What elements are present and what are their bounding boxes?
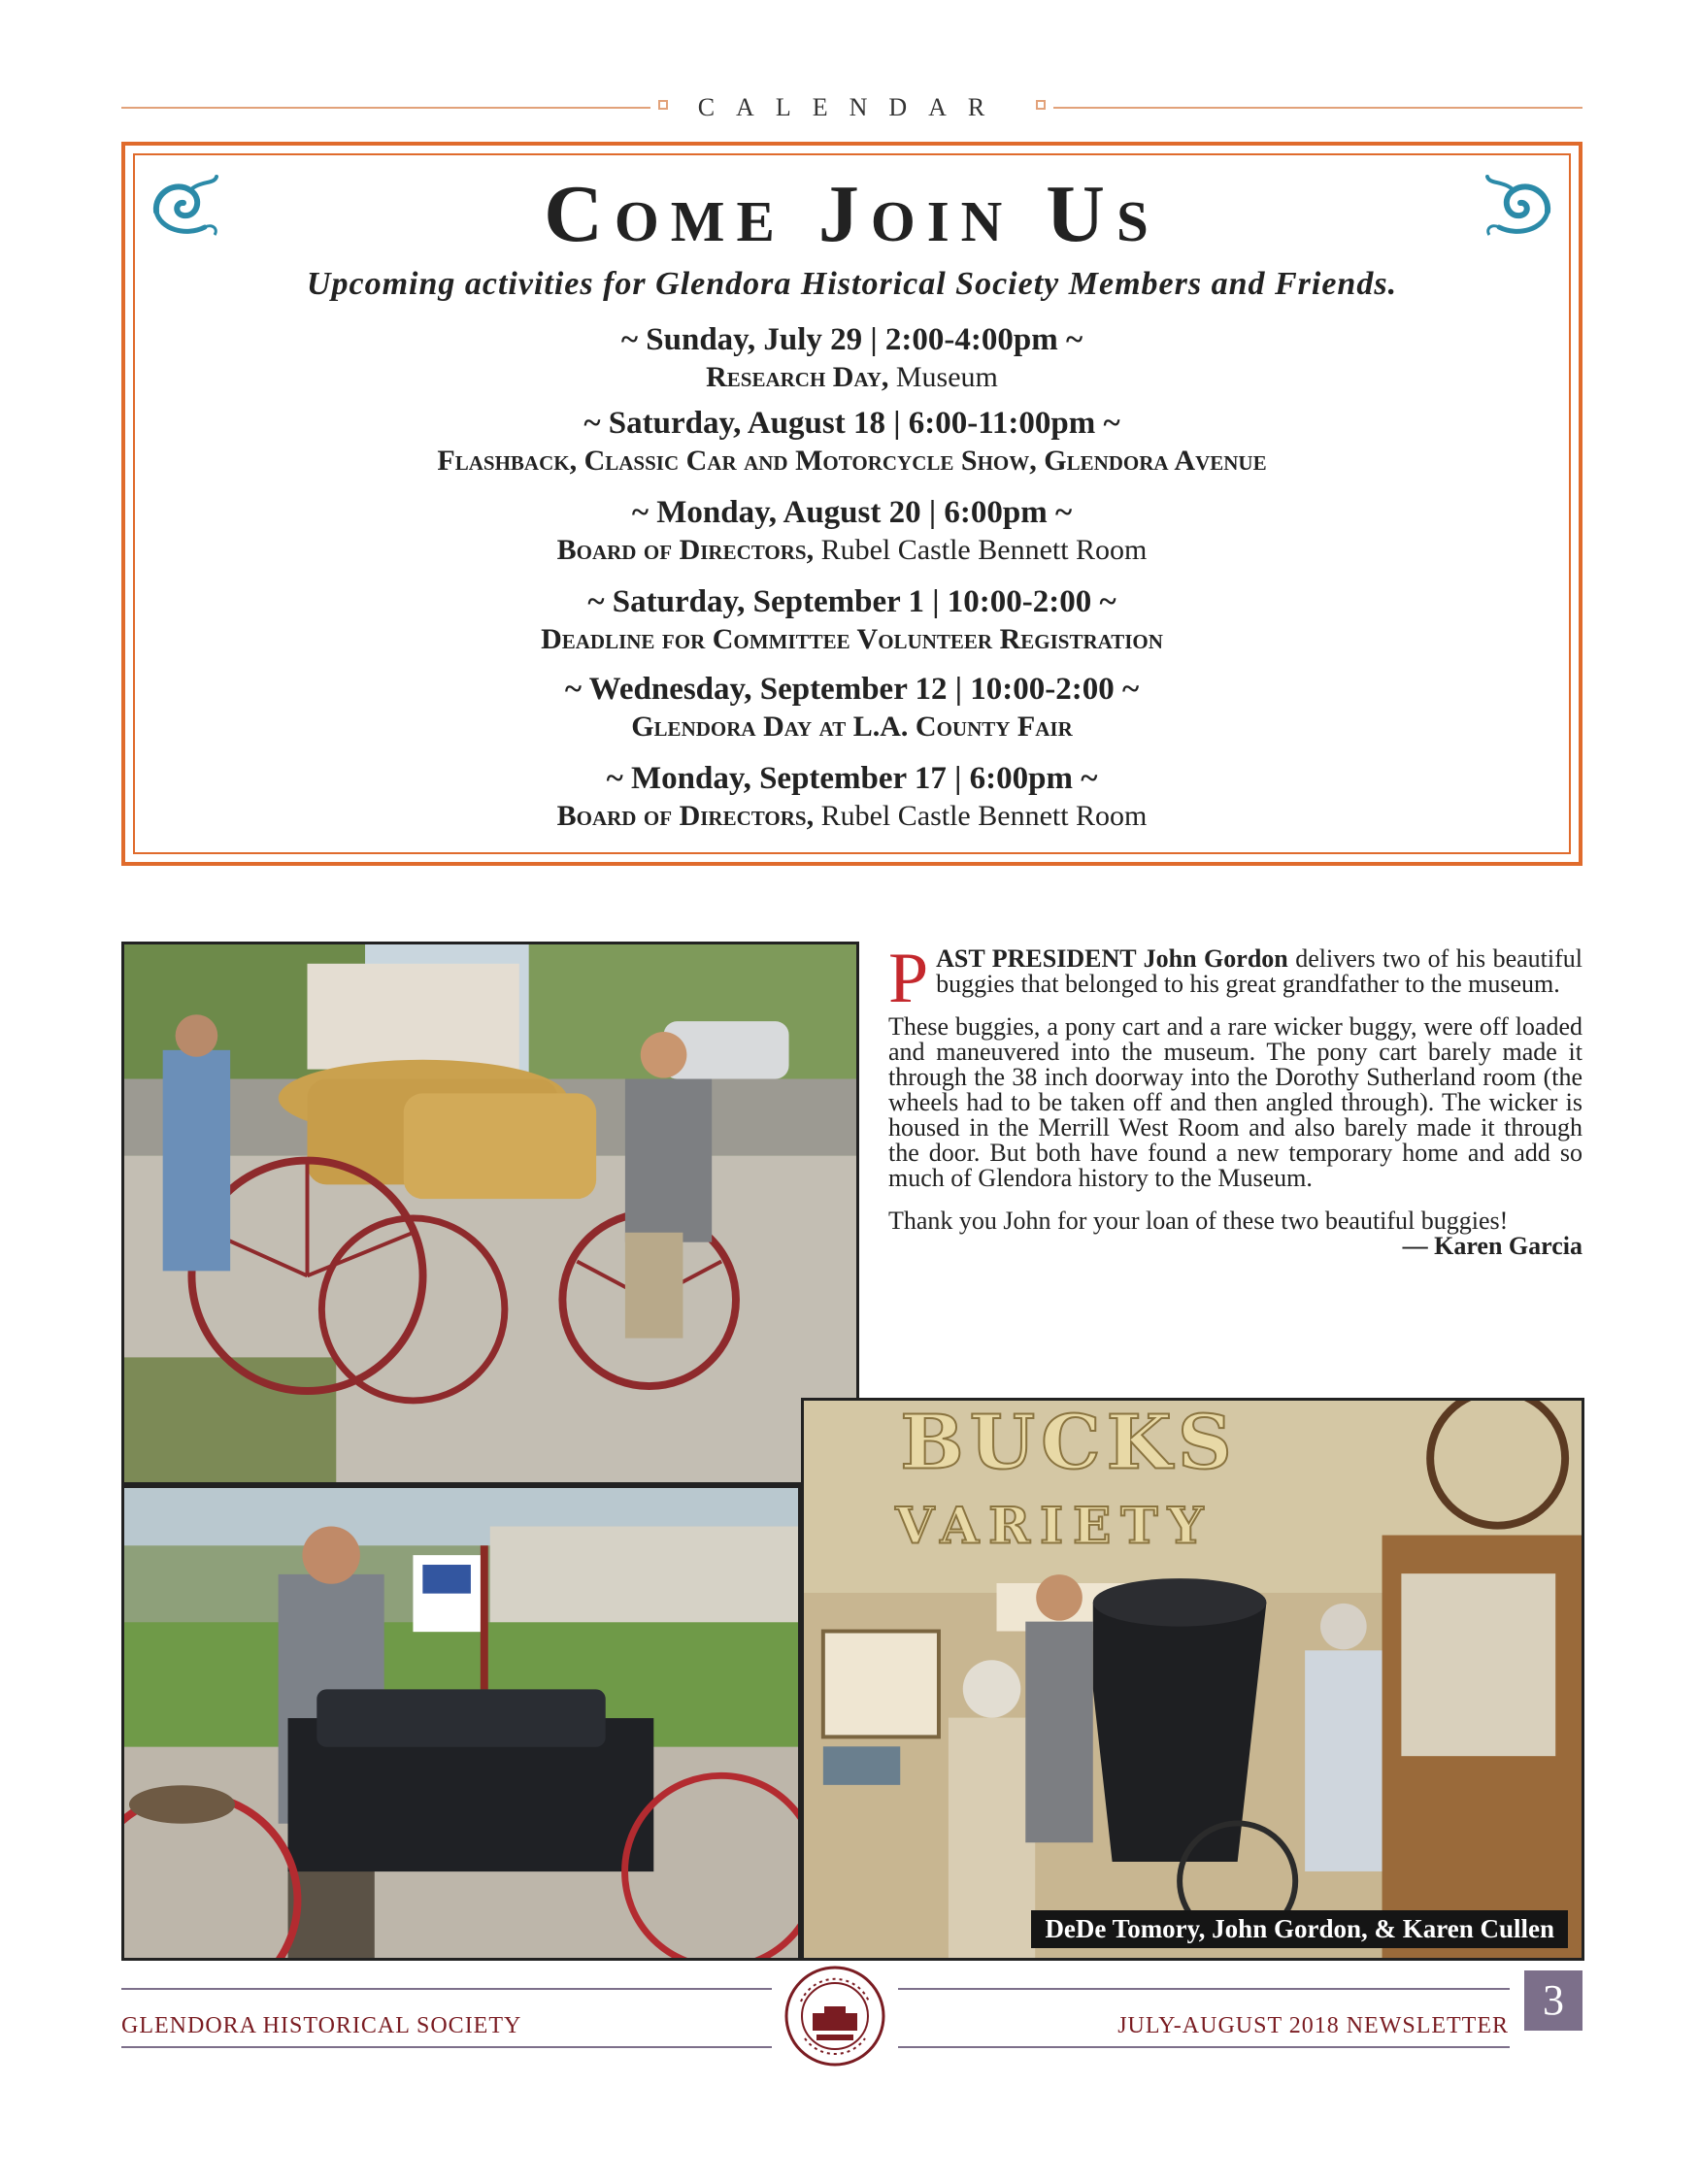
photo-pony-cart [121,1485,801,1961]
event-description [125,532,1579,569]
calendar-header [121,93,1582,122]
footer-society-name: GLENDORA HISTORICAL SOCIETY [121,2013,522,2038]
photo-pony-cart-image [124,1488,798,1958]
article-paragraph [888,939,1583,1018]
footer-rule-top-right [898,1988,1510,1990]
event-item [125,493,1579,569]
article-author: — Karen Garcia [1402,1232,1582,1260]
photo-wicker-buggy [121,942,859,1485]
event-box [121,142,1582,866]
event-date: ~ Saturday, August 18 | 6:00-11:00pm ~ [583,406,1120,441]
event-item [125,320,1579,396]
event-place: Museum [888,361,998,393]
event-name: Glendora Day at L.A. County Fair [631,711,1073,743]
event-place: Rubel Castle Bennett Room [814,534,1148,566]
header-rule-right [1053,107,1582,109]
event-description [125,621,1579,658]
article-closing-text: Thank you John for your loan of these two beautiful buggies! [888,1207,1509,1235]
article-paragraph [888,1207,1582,1260]
article-paragraph: These buggies, a pony cart and a rare wicker buggy, were off loaded and maneuvered into the museum. The pony cart barely made it through the 38 inch doorway into the Dorothy Sutherland room (the wheels had to be taken off and then angled through). The wicker is housed in the Merrill West Room and also barely made it through the door. But both have found a new temporary home and add so much of Glendora history to the Museum. [888,1012,1582,1192]
event-place: Rubel Castle Bennett Room [814,800,1148,832]
footer-issue: JULY-AUGUST 2018 NEWSLETTER [1117,2013,1509,2038]
event-description [125,359,1579,396]
event-name: Board of Directors, [556,800,815,832]
event-description [125,443,1579,480]
event-description [125,798,1579,835]
event-name: Deadline for Committee Volunteer Registration [541,623,1163,655]
article-lead-text: delivers two of his beautiful buggies that belonged to his great grandfather to the museum. [936,944,1583,998]
event-description [125,709,1579,745]
footer-rule-top-left [121,1988,772,1990]
footer-rule-bottom-left [121,2046,772,2048]
event-name: Research Day, [706,361,889,393]
box-title: Come Join Us [544,169,1160,259]
calendar-label: CALENDAR [697,93,1007,121]
sign-bucks: BUCKS [900,1401,1238,1487]
sign-variety: VARIETY [895,1497,1214,1556]
box-subtitle: Upcoming activities for Glendora Historical Society Members and Friends. [306,266,1398,302]
photo-wicker-buggy-image [124,944,856,1482]
event-name: Board of Directors, [556,534,815,566]
article-lead-bold: AST PRESIDENT John Gordon [936,944,1288,973]
photo-caption: DeDe Tomory, John Gordon, & Karen Cullen [1031,1910,1568,1948]
photo-museum-interior-image [804,1401,1582,1958]
photo-museum-interior [801,1398,1584,1961]
event-date: ~ Wednesday, September 12 | 10:00-2:00 ~ [564,672,1140,707]
drop-cap: P [888,939,929,1018]
event-item [125,759,1579,835]
event-date: ~ Saturday, September 1 | 10:00-2:00 ~ [587,584,1116,619]
event-date: ~ Monday, August 20 | 6:00pm ~ [631,495,1073,530]
event-item [125,582,1579,658]
event-item [125,404,1579,480]
event-name: Flashback, Classic Car and Motorcycle Show, Glendora Avenue [437,445,1267,477]
article [888,939,1583,1260]
page-footer [121,1963,1582,2050]
society-seal-icon [782,1963,888,2069]
header-ornament-right [1036,100,1046,110]
event-item [125,670,1579,745]
event-date: ~ Monday, September 17 | 6:00pm ~ [606,761,1098,796]
event-date: ~ Sunday, July 29 | 2:00-4:00pm ~ [620,322,1083,357]
footer-rule-bottom-right [898,2046,1510,2048]
page-number: 3 [1524,1970,1582,2031]
